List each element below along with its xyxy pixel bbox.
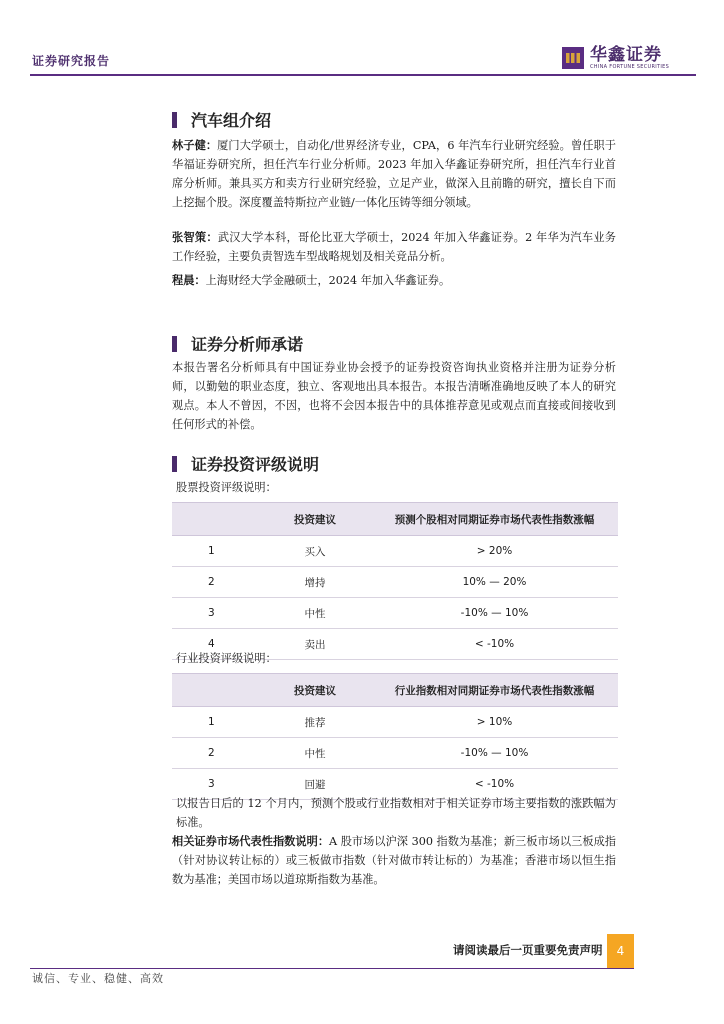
table-cell: 2 — [172, 738, 259, 769]
table-header-cell — [172, 503, 259, 536]
member-bio-3 — [172, 271, 616, 290]
table-cell: 3 — [172, 769, 259, 800]
company-logo — [562, 46, 669, 70]
industry-rating-label: 行业投资评级说明： — [176, 652, 277, 665]
rating-section-title — [172, 452, 319, 475]
index-label: 相关证券市场代表性指数说明： — [172, 834, 330, 848]
index-text: A 股市场以沪深 300 指数为基准；新三板市场以三板成指（针对协议转让标的）或三板做市指数（针对做市转让标的）为基准；香港市场以恒生指数为基准；美国市场以道琼斯指数为基准。 — [172, 835, 616, 886]
table-cell: 1 — [172, 536, 259, 567]
logo-mark-icon — [562, 47, 584, 69]
table-header-cell: 行业指数相对同期证券市场代表性指数涨幅 — [371, 674, 618, 707]
table-cell: 中性 — [259, 598, 371, 629]
table-header-row — [172, 503, 618, 536]
table-row — [172, 567, 618, 598]
table-cell: -10% — 10% — [371, 738, 618, 769]
member-bio-text: 上海财经大学金融硕士，2024 年加入华鑫证券。 — [205, 274, 451, 287]
member-name: 程晨： — [172, 273, 206, 287]
stock-rating-table — [172, 502, 618, 660]
stock-rating-label: 股票投资评级说明： — [176, 481, 277, 494]
rating-note: 以报告日后的 12 个月内，预测个股或行业指数相对于相关证券市场主要指数的涨跌幅为标准。 — [176, 797, 616, 829]
table-cell: 增持 — [259, 567, 371, 598]
table-row — [172, 738, 618, 769]
report-type-label: 证券研究报告 — [32, 54, 111, 68]
table-header-cell — [172, 674, 259, 707]
member-bio-text: 厦门大学硕士，自动化/世界经济专业，CPA，6 年汽车行业研究经验。曾任职于华福证券研究所，担任汽车行业分析师。2023 年加入华鑫证券研究所，担任汽车行业首席分析师。兼具买方和卖方行业研究经验，立足产业，做深入且前瞻的研究，擅长自下而上挖掘个股。深度覆盖特斯拉产业链/一体化压铸等细分领域。 — [172, 139, 616, 209]
rating-title-text: 证券投资评级说明 — [191, 455, 320, 474]
commitment-text: 本报告署名分析师具有中国证券业协会授予的证券投资咨询执业资格并注册为证券分析师，以勤勉的职业态度，独立、客观地出具本报告。本报告清晰准确地反映了本人的研究观点。本人不曾因，不因，也将不会因本报告中的具体推荐意见或观点而直接或间接收到任何形式的补偿。 — [172, 361, 616, 431]
table-header-cell: 预测个股相对同期证券市场代表性指数涨幅 — [371, 503, 618, 536]
member-bio-text: 武汉大学本科，哥伦比亚大学硕士，2024 年加入华鑫证券。2 年华为汽车业务工作经验，主要负责智选车型战略规划及相关竞品分析。 — [172, 231, 616, 263]
table-cell: > 10% — [371, 707, 618, 738]
commitment-section-title — [172, 332, 303, 355]
commitment-title-text: 证券分析师承诺 — [191, 335, 304, 354]
table-cell: 10% — 20% — [371, 567, 618, 598]
disclaimer-note: 请阅读最后一页重要免责声明 — [453, 943, 603, 957]
header-divider — [30, 74, 696, 76]
section-bar-icon — [172, 456, 177, 472]
table-cell: 3 — [172, 598, 259, 629]
table-cell: 1 — [172, 707, 259, 738]
logo-name-cn: 华鑫证券 — [590, 45, 662, 65]
member-name: 林子健： — [172, 138, 218, 152]
table-cell: 4 — [172, 629, 259, 660]
table-cell: 卖出 — [259, 629, 371, 660]
table-cell: 2 — [172, 567, 259, 598]
table-cell: 买入 — [259, 536, 371, 567]
member-bio-1 — [172, 136, 616, 212]
member-name: 张智策： — [172, 230, 218, 244]
section-bar-icon — [172, 112, 177, 128]
table-header-cell: 投资建议 — [259, 674, 371, 707]
table-cell: 中性 — [259, 738, 371, 769]
table-cell: 推荐 — [259, 707, 371, 738]
table-header-row — [172, 674, 618, 707]
footer-divider — [30, 968, 634, 969]
table-header-cell: 投资建议 — [259, 503, 371, 536]
industry-rating-table — [172, 673, 618, 800]
index-description — [172, 832, 616, 889]
table-cell: < -10% — [371, 629, 618, 660]
table-row — [172, 536, 618, 567]
member-bio-2 — [172, 228, 616, 266]
table-cell: > 20% — [371, 536, 618, 567]
team-section-title — [172, 108, 271, 131]
table-row — [172, 707, 618, 738]
table-cell: 回避 — [259, 769, 371, 800]
table-cell: < -10% — [371, 769, 618, 800]
table-cell: -10% — 10% — [371, 598, 618, 629]
page-number: 4 — [607, 934, 634, 968]
table-row — [172, 598, 618, 629]
section-bar-icon — [172, 336, 177, 352]
company-motto: 诚信、专业、稳健、高效 — [32, 972, 164, 985]
logo-name-en: CHINA FORTUNE SECURITIES — [590, 64, 670, 70]
team-title-text: 汽车组介绍 — [191, 111, 272, 130]
